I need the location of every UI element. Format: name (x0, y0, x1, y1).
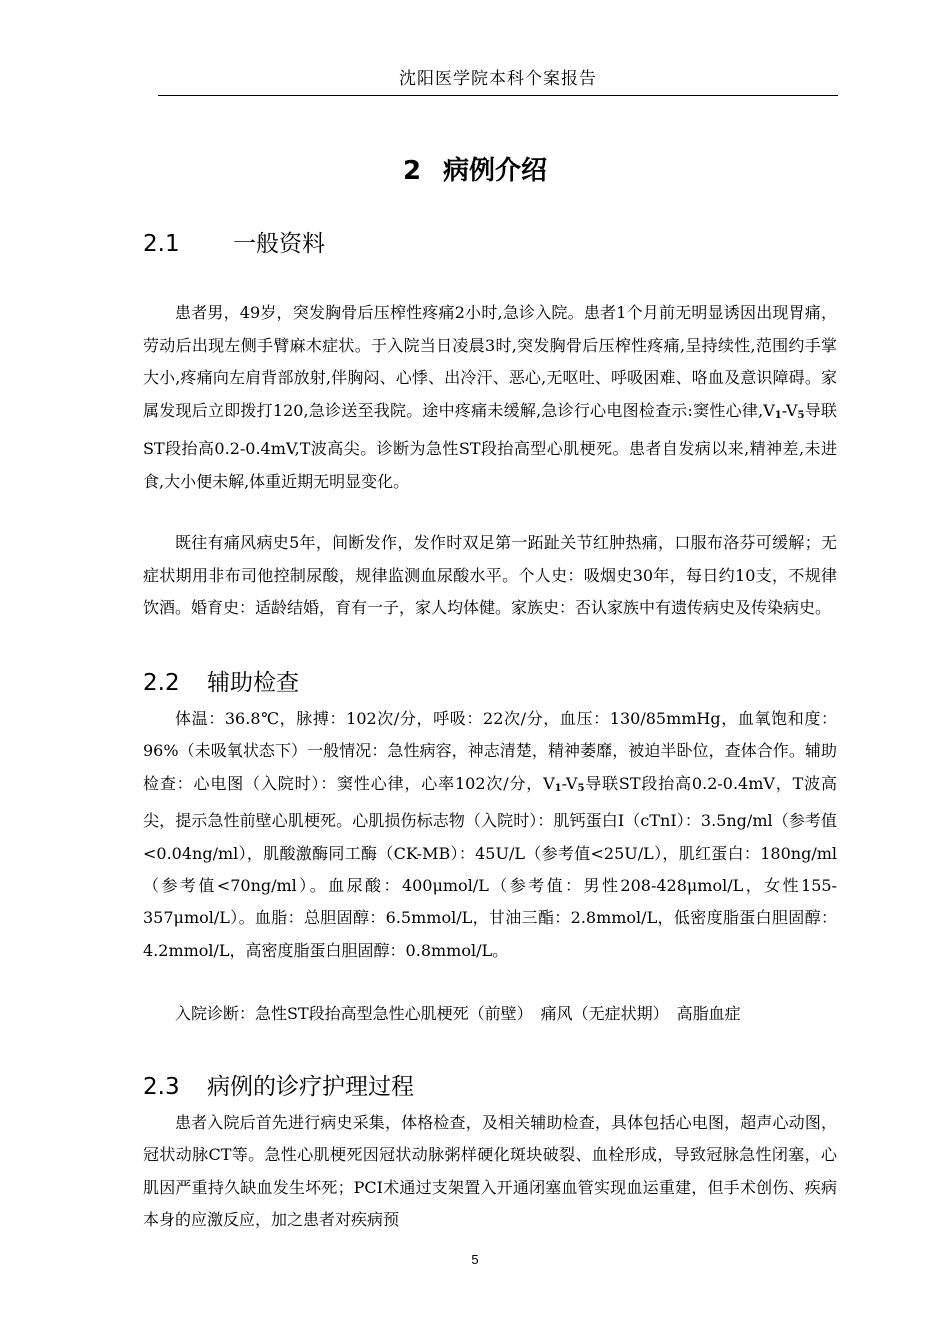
text-run: 导联ST段抬高0.2-0.4mV，T波高尖，提示急性前壁心肌梗死。心肌损伤标志物（入院时）：肌钙蛋白I（cTnI）：3.5ng/ml（参考值<0.04ng/ml），肌酸激酶同工酶（CK-MB）：45U/L（参考值<25U/L），肌红蛋白：180ng/ml（参考值<70ng/ml）。血尿酸：400μmol/L（参考值：男性208-428μmol/L，女性155-357μmol/L）。血脂：总胆固醇：6.5mmol/L，甘油三酯：2.8mmol/L，低密度脂蛋白胆固醇：4.2mmol/L，高密度脂蛋白胆固醇：0.8mmol/L。 (143, 773, 837, 960)
subscript: 1 (774, 410, 782, 422)
section-number: 2.3 (143, 1074, 180, 1100)
section-title: 一般资料 (233, 231, 325, 257)
subscript: 1 (554, 782, 562, 794)
paragraph-history: 既往有痛风病史5年，间断发作，发作时双足第一跖趾关节红肿热痛，口服布洛芬可缓解；无症状期用非布司他控制尿酸，规律监测血尿酸水平。个人史：吸烟史30年，每日约10支，不规律饮酒。婚育史：适龄结婚，育有一子，家人均体健。家族史：否认家族中有遗传病史及传染病史。 (143, 533, 837, 618)
subscript: 5 (577, 782, 585, 794)
section-heading-2-2 (143, 664, 299, 697)
chapter-title-text: 病例介绍 (443, 156, 548, 186)
text-run: 体温：36.8℃，脉搏：102次/分，呼吸：22次/分，血压：130/85mmHg，血氧饱和度：96%（未吸氧状态下）一般情况：急性病容，神志清楚，精神萎靡，被迫半卧位，查体合作。辅助检查：心电图（入院时）：窦性心律，心率102次/分，V (143, 709, 837, 793)
paragraph-admission-diagnosis: 入院诊断：急性ST段抬高型急性心肌梗死（前壁） 痛风（无症状期） 高脂血症 (175, 1004, 741, 1023)
chapter-title (0, 150, 950, 187)
section-heading-2-3 (143, 1068, 414, 1101)
header-rule (158, 95, 838, 96)
paragraph-exam-results (143, 703, 837, 967)
paragraph-chief-complaint (143, 297, 837, 498)
section-title: 辅助检查 (207, 670, 299, 696)
text-run: 导联ST段抬高0.2-0.4mV,T波高尖。诊断为急性ST段抬高型心肌梗死。患者自发病以来,精神差,未进食,大小便未解,体重近期无明显变化。 (143, 401, 837, 491)
text-run: -V (561, 773, 578, 793)
section-heading-2-1 (143, 225, 325, 258)
paragraph-treatment-process: 患者入院后首先进行病史采集，体格检查，及相关辅助检查，具体包括心电图，超声心动图，冠状动脉CT等。急性心肌梗死因冠状动脉粥样硬化斑块破裂、血栓形成，导致冠脉急性闭塞，心肌因严重持久缺血发生坏死；PCI术通过支架置入开通闭塞血管实现血运重建，但手术创伤、疾病本身的应激反应，加之患者对疾病预 (143, 1113, 837, 1230)
text-run: -V (781, 401, 798, 421)
section-number: 2.2 (143, 670, 180, 696)
subscript: 5 (797, 410, 805, 422)
text-run: 患者男，49岁，突发胸骨后压榨性疼痛2小时,急诊入院。患者1个月前无明显诱因出现胃痛，劳动后出现左侧手臂麻木症状。于入院当日凌晨3时,突发胸骨后压榨性疼痛,呈持续性,范围约手掌大小,疼痛向左肩背部放射,伴胸闷、心悸、出冷汗、恶心,无呕吐、呼吸困难、咯血及意识障碍。家属发现后立即拨打120,急诊送至我院。途中疼痛未缓解,急诊行心电图检查示:窦性心律,V (143, 303, 837, 421)
running-header: 沈阳医学院本科个案报告 (399, 69, 597, 89)
chapter-number: 2 (402, 156, 422, 186)
page-number: 5 (471, 1252, 479, 1267)
section-number: 2.1 (143, 231, 180, 257)
section-title: 病例的诊疗护理过程 (207, 1074, 414, 1100)
